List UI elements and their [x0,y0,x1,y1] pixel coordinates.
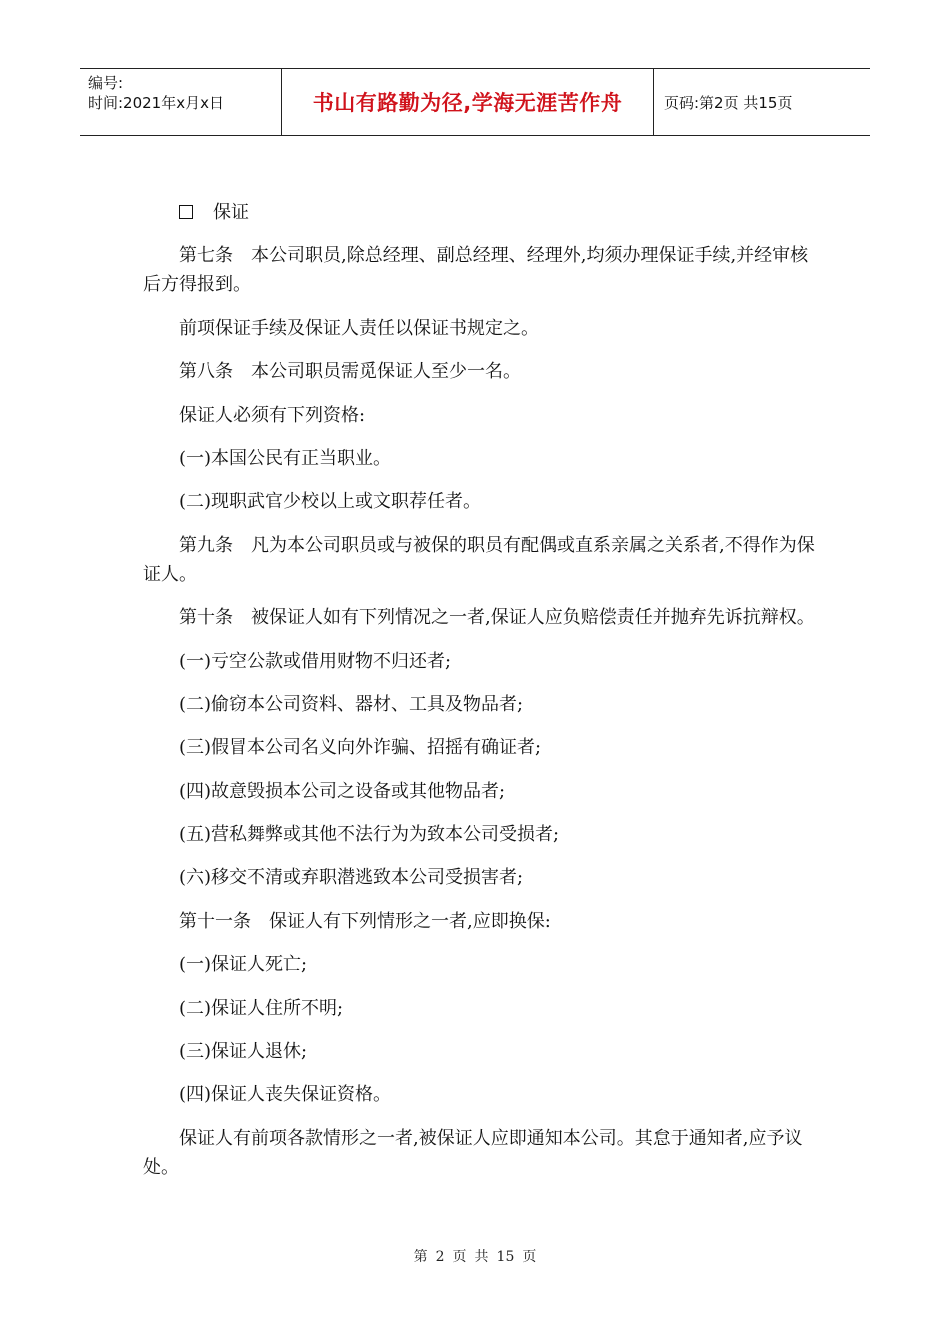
paragraph [143,603,823,632]
paragraph-text: (六)移交不清或弃职潜逃致本公司受损害者; [179,867,524,889]
list-item [143,820,823,849]
list-item [143,733,823,762]
list-item [143,994,823,1023]
footer-total-pages: 15 [496,1249,515,1265]
paragraph [143,357,823,386]
article-number: 第八条 [179,361,233,383]
list-item [143,647,823,676]
paragraph-text: 前项保证手续及保证人责任以保证书规定之。 [179,317,539,339]
list-item [143,487,823,516]
paragraph-text: (一)保证人死亡; [179,954,308,976]
list-item [143,444,823,473]
document-body [143,198,823,1196]
paragraph [143,314,823,343]
footer-text: 共 [474,1249,489,1265]
paragraph-text: (三)假冒本公司名义向外诈骗、招摇有确证者; [179,737,542,759]
paragraph [143,1124,823,1182]
list-item [143,690,823,719]
list-item [143,1080,823,1109]
doc-number-label: 编号: [88,74,124,92]
list-item [143,950,823,979]
paragraph [143,907,823,936]
paragraph-text: (三)保证人退休; [179,1041,308,1063]
list-item [143,777,823,806]
footer-text: 页 [522,1249,537,1265]
doc-time-label: 时间:2021年x月x日 [88,94,224,112]
footer-page-number: 2 [435,1249,445,1265]
article-number: 第九条 [179,534,233,556]
list-item [143,863,823,892]
paragraph-text: 被保证人如有下列情况之一者,保证人应负赔偿责任并抛弃先诉抗辩权。 [251,607,815,629]
paragraph [143,531,823,589]
checkbox-square-icon [179,205,193,219]
paragraph [143,401,823,430]
page-header [80,68,870,136]
paragraph-text: 保证人有下列情形之一者,应即换保: [269,910,551,932]
section-title: 保证 [213,202,249,223]
header-motto-cell [282,69,654,135]
paragraph-text: (二)现职武官少校以上或文职荐任者。 [179,491,482,513]
paragraph-text: (一)本国公民有正当职业。 [179,447,392,469]
header-motto: 书山有路勤为径,学海无涯苦作舟 [312,91,623,115]
paragraph-text: (五)营私舞弊或其他不法行为为致本公司受损者; [179,824,560,846]
paragraph-text: (二)保证人住所不明; [179,997,344,1019]
paragraph-text: 保证人必须有下列资格: [179,404,366,426]
header-meta [80,69,282,135]
paragraph-text: 凡为本公司职员或与被保的职员有配偶或直系亲属之关系者,不得作为保证人。 [143,534,815,585]
paragraph-text: (四)故意毁损本公司之设备或其他物品者; [179,780,506,802]
footer-text: 第 [413,1249,428,1265]
page-footer [0,1246,950,1266]
list-item [143,1037,823,1066]
paragraph-text: (一)亏空公款或借用财物不归还者; [179,650,452,672]
article-number: 第十条 [179,607,233,629]
header-page-info: 页码:第2页 共15页 [664,93,793,112]
paragraph-text: (四)保证人丧失保证资格。 [179,1084,392,1106]
section-heading [179,198,823,227]
footer-text: 页 [452,1249,467,1265]
paragraph [143,241,823,299]
article-number: 第十一条 [179,910,251,932]
article-number: 第七条 [179,245,233,267]
paragraph-text: (二)偷窃本公司资料、器材、工具及物品者; [179,693,524,715]
paragraph-text: 本公司职员需觅保证人至少一名。 [251,361,521,383]
paragraph-text: 保证人有前项各款情形之一者,被保证人应即通知本公司。其怠于通知者,应予议处。 [143,1127,803,1178]
paragraph-text: 本公司职员,除总经理、副总经理、经理外,均须办理保证手续,并经审核后方得报到。 [143,245,809,296]
